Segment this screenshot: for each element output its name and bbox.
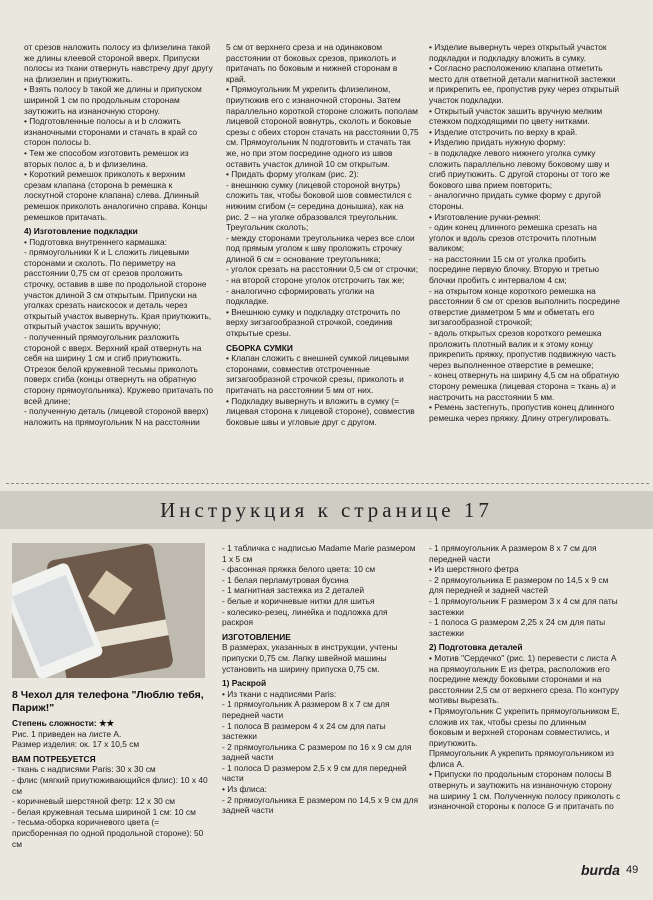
page-number: 49 [626,864,639,876]
top-column-3 [429,42,620,423]
paragraph: - 1 магнитная застежка из 2 деталей [222,585,364,596]
paragraph: • Изготовление ручки-ремня: [429,211,541,222]
paragraph: • Из шерстяного фетра [429,564,519,575]
paragraph: - 1 прямоугольник F размером 3 x 4 см для паты застежки [429,595,618,617]
paragraph: - 1 полоса B размером 4 x 24 см для паты застежки [222,720,386,742]
paragraph: - внешнюю сумку (лицевой стороной внутрь) сложить так, чтобы боковой шов совместился с нижним сгибом (= середина донышка), как на рис. 2 – на уголке образовался треугольник. Треугольник сколоть; [226,179,412,233]
paragraph: • Тем же способом изготовить ремешок из вторых полос a, b и флизелина. [24,147,189,169]
paragraph: • Ремень застегнуть, пропустив конец длинного ремешка через пряжку. Длину отрегулировать. [429,402,615,423]
section-heading: ИЗГОТОВЛЕНИЕ [222,631,291,642]
section-heading: Степень сложности: ★★ [12,718,114,728]
paragraph: - между сторонами треугольника через все слои под прямым уголом к шву проложить строчку длиной 6 см = основание треугольника; [226,232,415,264]
paragraph: от срезов наложить полосу из флизелина такой же длины клеевой стороной вверх. Припуски полосы из ткани отвернуть навстречу друг другу на флизелин и приутюжить. [24,42,213,84]
section-heading: 8 Чехол для телефона "Люблю тебя, Париж!" [12,689,204,714]
paragraph: - конец отвернуть на ширину 4,5 см на обратную сторону ремешка (лицевая сторона = ткань a) и настрочить на расстоянии 5 мм. [429,370,620,402]
paragraph: • Короткий ремешок приколоть к верхним срезам клапана (сторона b ремешка к лоскутной стороне клапана) слева. Длинный ремешок приколоть аналогично справа. Концы ремешков притачать. [24,169,208,222]
paragraph: 5 см от верхнего среза и на одинаковом расстоянии от боковых срезов, приколоть и притачать по боковым и нижней сторонам в край. [226,42,398,84]
paragraph: - фасонная пряжка белого цвета: 10 см [222,564,376,575]
paragraph: - уголок срезать на расстоянии 0,5 см от строчки; [226,264,419,275]
paragraph: • Прямоугольник C укрепить прямоугольником E, сложив их так, чтобы срезы по длинным боковым и верхней сторонам совместились, и приутюжить. [429,705,620,748]
paragraph: - 2 прямоугольника E размером по 14,5 x 9 см для передней и задней частей [429,574,609,596]
paragraph: - на расстоянии 15 см от уголка пробить посредине первую блочку. Вторую и третью блочки пробить с интервалом 4 см; [429,253,600,286]
paragraph: - тесьма-оборка коричневого цвета (= присборенная по одной продольной стороне): 50 см [12,817,204,849]
paragraph: - 1 полоса G размером 2,25 x 24 см для паты застежки [429,617,606,638]
paragraph: - аналогично придать сумке форму с другой стороны. [429,190,601,211]
paragraph: - колесико-резец, линейка и подложка для раскроя [222,606,388,628]
paragraph: • Прямоугольник M укрепить флизелином, приутюжив его с изнаночной стороны. Затем параллельно короткой стороне сложить пополам лицевой стороной вовнутрь, сколоть и боковые срезы с обеих сторон стачать на расстоянии 0,75 см. Прямоугольник N подготовить и стачать так же, но при этом посредине одного из швов оставить участок длиной 10 см открытым. [226,84,419,169]
paragraph: • Мотив "Сердечко" (рис. 1) перевести с листа A на прямоугольник E из фетра, расположив его посредине между боковыми сторонами и на расстоянии 2,5 см от верхнего среза. По контуру мотивы вырезать. [429,652,620,706]
paragraph: - вдоль открытых срезов короткого ремешка проложить плотный валик и к этому концу прикрепить пряжку, пропустив подвижную часть через выполненное отверстие в ремешке; [429,328,616,370]
paragraph: - полученную деталь (лицевой стороной вверх) наложить на прямоугольник N на расстоянии [24,406,209,427]
paragraph: - белые и коричневые нитки для шитья [222,595,375,606]
paragraph: • Согласно расположению клапана отметить место для ответной детали магнитной застежки и прикрепить ее, пропустив руку через открытый участок подкладки. [429,63,620,105]
paragraph: Размер изделия: ок. 17 x 10,5 см [12,739,140,750]
paragraph: - на открытом конце короткого ремешка на расстоянии 6 см от срезов выполнить посредине отверстие диаметром 5 мм и обметать его зигзагообразной строчкой; [429,285,620,328]
paragraph: - 1 белая перламутровая бусина [222,574,349,585]
paragraph: • Клапан сложить с внешней сумкой лицевыми сторонами, совместив отстроченные зигзагообразной строчкой срезы, приколоть и притачать на расстоянии 5 мм от них. [226,353,409,395]
bottom-column-1 [12,685,208,849]
paragraph: - 1 прямоугольник A размером 8 x 7 см для передней части [222,699,390,720]
paragraph: - прямоугольники К и L сложить лицевыми сторонами и сколоть. По периметру на расстоянии 0,75 см от срезов проложить строчку, оставив в шве по продольной стороне участок длиной 3 см открытым. Припуски на уголках срезать наискосок и деталь через открытый участок вывернуть. Края приутюжить, открытый участок зашить вручную; [24,247,212,332]
paragraph: - один конец длинного ремешка срезать на уголок и вдоль срезов отстрочить плотным валиком; [429,222,597,254]
paragraph: • Придать форму уголкам (рис. 2): [226,169,359,180]
paragraph: • Взять полосу b такой же длины и припуском шириной 1 см по продольным сторонам заутюжить на изнаночную сторону. [24,84,202,116]
paragraph: - полученный прямоугольник разложить стороной с вверх. Верхний край отвернуть на себя на ширину 1 см и сгиб приутюжить. Отрезок белой кружевной тесьмы приколоть поверх сгиба (концы отвернуть на обратную сторону прямоугольника). Кружево притачать по всей длине; [24,332,213,406]
paragraph: - белая кружевная тесьма шириной 1 см: 10 см [12,806,196,817]
section-title: Инструкция к странице 17 [160,498,493,522]
bottom-column-2 [222,543,418,816]
section-heading: 1) Раскрой [222,678,267,689]
paragraph: - 2 прямоугольника C размером по 16 x 9 см для задней части [222,741,412,763]
section-heading: 2) Подготовка деталей [429,642,523,653]
paragraph: - 2 прямоугольника E размером по 14,5 x 9 см для задней части [222,794,418,816]
paragraph: - 1 полоса D размером 2,5 x 9 см для передней части [222,762,407,784]
section-heading: ВАМ ПОТРЕБУЕТСЯ [12,753,96,764]
section-heading: 4) Изготовление подкладки [24,226,138,237]
paragraph: • Из флиса: [222,784,267,795]
top-column-2 [226,42,419,427]
paragraph: • Припуски по продольным сторонам полосы B отвернуть и заутюжить на изнаночную сторону на ширину 1 см. Полученную полосу приколоть с изнаночной стороны к полосе G и притачать по [429,769,621,812]
paragraph: • Подготовка внутреннего кармашка: [24,236,167,247]
top-column-1 [24,42,214,427]
paragraph: • Изделие отстрочить по верху в край. [429,126,578,137]
phone-case-photo [12,543,205,678]
paragraph: • Изделие вывернуть через открытый участок подкладки и подкладку вложить в сумку. [429,42,607,63]
paragraph: - на второй стороне уголок отстрочить так же; [226,275,405,286]
paragraph: • Изделию придать нужную форму: [429,137,566,148]
paragraph: Рис. 1 приведен на листе А. [12,728,122,739]
section-divider [6,483,649,484]
paragraph: - аналогично сформировать уголки на подкладке. [226,285,375,307]
paragraph: • Внешнюю сумку и подкладку отстрочить по верху зигзагообразной строчкой, соединив открытые срезы. [226,306,401,339]
heart-icon [88,570,133,615]
burda-logo: burda [581,862,620,878]
paragraph: - 1 прямоугольник A размером 8 x 7 см для передней части [429,543,597,564]
paragraph: • Подготовленные полосы a и b сложить изнаночными сторонами и стачать в край со сторон полосы b. [24,116,198,148]
section-banner [0,491,653,529]
paragraph: • Подкладку вывернуть и вложить в сумку (= лицевая сторона к лицевой стороне), совместив боковые швы и угловые друг с другом. [226,395,415,427]
paragraph: • Открытый участок зашить вручную мелким стежком подходящими по цвету нитками. [429,105,603,127]
paragraph: - 1 табличка с надписью Madame Marie размером 1 x 5 см [222,543,416,564]
paragraph: • Из ткани с надписями Paris: [222,688,337,699]
paragraph: - ткань с надписями Paris: 30 x 30 см [12,764,156,775]
paragraph: - коричневый шерстяной фетр: 12 x 30 см [12,796,176,807]
section-heading: СБОРКА СУМКИ [226,342,293,353]
paragraph: В размерах, указанных в инструкции, учтены припуски 0,75 см. Лапку швейной машины установить на ширину припуска 0,75 см. [222,642,398,674]
paragraph: - в подкладке левого нижнего уголка сумку сложить параллельно левому боковому шву и сгиб приутюжить. С другой стороны от того же бокового шва прием повторить; [429,147,610,190]
paragraph: - флис (мягкий приутюживающийся флис): 10 x 40 см [12,774,208,796]
bottom-column-3 [429,543,622,812]
paragraph: Прямоугольник A укрепить прямоугольником из флиса A. [429,748,614,769]
